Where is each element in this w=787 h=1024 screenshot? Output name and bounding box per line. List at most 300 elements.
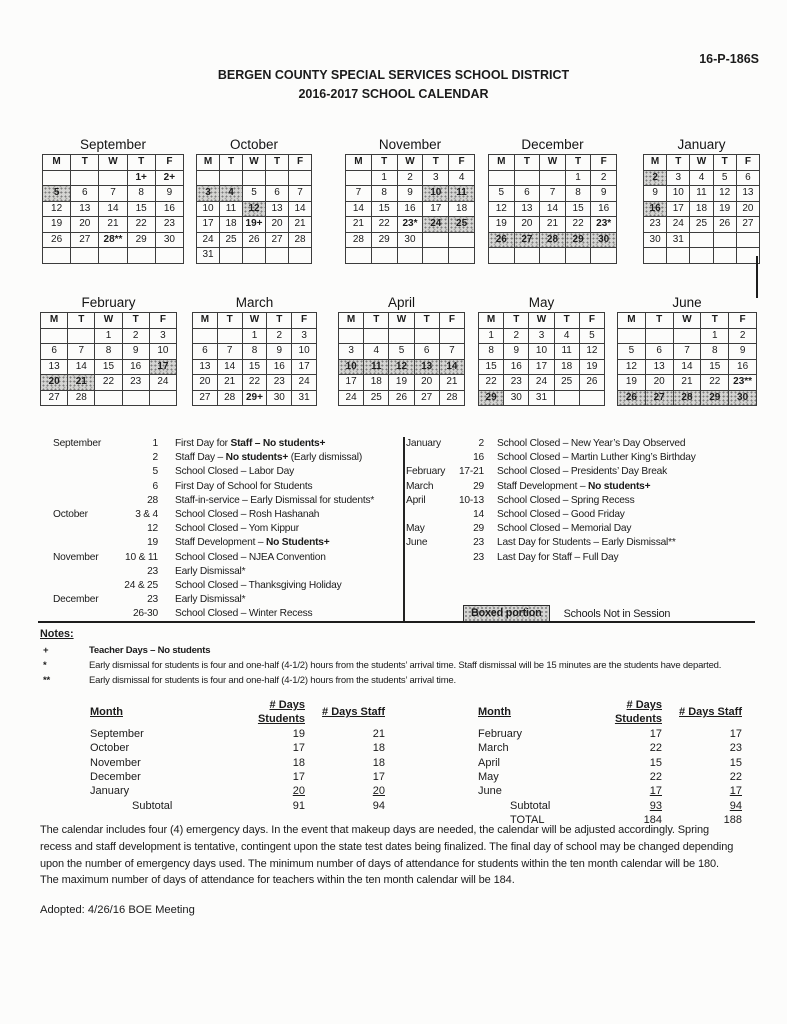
event-month: December xyxy=(53,594,99,606)
days-table-left xyxy=(90,698,385,813)
calendar-day-cell: 17 xyxy=(149,359,176,375)
calendar-day-cell xyxy=(193,328,218,344)
calendar-day-cell: 6 xyxy=(71,186,99,202)
calendar-day-cell xyxy=(364,328,389,344)
day-header: T xyxy=(371,155,397,171)
calendar-day-cell: 4 xyxy=(449,170,475,186)
calendar-june xyxy=(617,295,757,406)
event-text: School Closed – Memorial Day xyxy=(497,523,632,535)
day-header: F xyxy=(292,313,317,329)
calendar-day-cell: 27 xyxy=(71,232,99,248)
calendar-day-cell: 5 xyxy=(243,186,266,202)
calendar-day-cell xyxy=(414,328,439,344)
days-students: 22 xyxy=(649,771,662,784)
day-header: T xyxy=(217,313,242,329)
calendar-day-cell: 9 xyxy=(504,344,529,360)
calendar-day-cell: 25 xyxy=(449,217,475,233)
calendar-day-cell xyxy=(289,170,312,186)
day-header: T xyxy=(565,155,591,171)
calendar-table-september xyxy=(42,154,184,264)
calendar-day-cell: 26 xyxy=(618,390,646,406)
event-date: 16 xyxy=(473,452,484,464)
day-header: T xyxy=(423,155,449,171)
calendar-day-cell: 9 xyxy=(267,344,292,360)
calendar-day-cell: 8 xyxy=(127,186,155,202)
day-header: M xyxy=(346,155,372,171)
days-header-row xyxy=(90,698,385,727)
calendar-day-cell: 13 xyxy=(41,359,68,375)
calendar-day-cell: 26 xyxy=(243,232,266,248)
event-text: Early Dismissal* xyxy=(175,565,246,577)
calendar-day-cell: 6 xyxy=(645,344,673,360)
calendar-day-cell: 7 xyxy=(673,344,701,360)
calendar-table-october xyxy=(196,154,312,264)
calendar-day-cell xyxy=(155,248,183,264)
calendar-day-cell: 21 xyxy=(99,217,127,233)
note-symbol: ** xyxy=(43,675,50,687)
calendar-month-title-may: May xyxy=(528,295,555,310)
calendar-day-cell: 30 xyxy=(591,232,617,248)
days-month: Subtotal xyxy=(510,799,551,812)
event-row xyxy=(53,451,401,465)
calendar-week-row xyxy=(644,217,760,233)
calendar-day-cell: 27 xyxy=(193,390,218,406)
calendar-week-row xyxy=(41,328,177,344)
day-header: T xyxy=(127,155,155,171)
calendar-week-row xyxy=(41,375,177,391)
calendar-day-cell: 28 xyxy=(217,390,242,406)
calendar-day-cell: 9 xyxy=(397,186,423,202)
calendar-week-row xyxy=(339,375,465,391)
calendar-day-cell: 26 xyxy=(713,217,736,233)
day-header: T xyxy=(667,155,690,171)
calendar-day-cell: 28** xyxy=(99,232,127,248)
days-row xyxy=(90,741,385,755)
calendar-day-cell: 14 xyxy=(673,359,701,375)
calendar-month-title-january: January xyxy=(677,137,726,152)
calendar-day-cell: 20 xyxy=(266,217,289,233)
calendar-day-cell: 16 xyxy=(122,359,149,375)
calendar-day-cell: 9 xyxy=(155,186,183,202)
event-text: School Closed – Martin Luther King’s Birthday xyxy=(497,452,696,464)
event-month: April xyxy=(406,494,426,506)
calendar-day-cell: 29 xyxy=(479,390,504,406)
calendar-header-row xyxy=(339,313,465,329)
section-divider-line xyxy=(38,621,755,623)
days-students: 19 xyxy=(292,727,305,740)
event-text: School Closed – Spring Recess xyxy=(497,494,635,506)
calendar-day-cell: 24 xyxy=(529,375,554,391)
calendar-day-cell: 17 xyxy=(423,201,449,217)
calendar-day-cell: 13 xyxy=(266,201,289,217)
calendar-table-april xyxy=(338,312,465,406)
event-month: November xyxy=(53,551,99,563)
event-month xyxy=(53,565,115,579)
calendar-table-november xyxy=(345,154,475,264)
calendar-day-cell xyxy=(371,248,397,264)
calendar-day-cell: 25 xyxy=(364,390,389,406)
days-month: September xyxy=(90,727,144,740)
calendar-day-cell: 27 xyxy=(736,217,759,233)
calendar-week-row xyxy=(644,248,760,264)
calendar-day-cell: 22 xyxy=(371,217,397,233)
calendar-day-cell: 6 xyxy=(514,186,540,202)
calendar-day-cell: 2 xyxy=(729,328,757,344)
days-students: 17 xyxy=(292,742,305,755)
calendar-day-cell: 2 xyxy=(267,328,292,344)
days-month: June xyxy=(478,785,502,798)
calendar-table-march xyxy=(192,312,317,406)
calendar-week-row xyxy=(644,232,760,248)
calendar-day-cell: 1 xyxy=(242,328,267,344)
calendar-day-cell xyxy=(644,248,667,264)
day-header: T xyxy=(504,313,529,329)
event-date: 10-13 xyxy=(458,494,484,506)
calendar-day-cell: 14 xyxy=(540,201,566,217)
event-text: Staff Development – No students+ xyxy=(497,480,651,492)
calendar-week-row xyxy=(644,186,760,202)
event-month xyxy=(53,536,115,550)
event-row xyxy=(53,465,401,479)
calendar-day-cell xyxy=(43,170,71,186)
event-date: 2 xyxy=(152,452,158,464)
calendar-day-cell xyxy=(514,170,540,186)
event-month: May xyxy=(406,523,425,535)
event-row xyxy=(53,522,401,536)
calendar-day-cell xyxy=(95,390,122,406)
calendar-day-cell: 25 xyxy=(690,217,713,233)
day-header: W xyxy=(673,313,701,329)
calendar-day-cell xyxy=(217,328,242,344)
calendar-day-cell xyxy=(266,170,289,186)
event-month xyxy=(53,522,115,536)
calendar-day-cell: 27 xyxy=(514,232,540,248)
calendar-day-cell xyxy=(423,232,449,248)
calendar-day-cell: 27 xyxy=(645,390,673,406)
calendar-header-row xyxy=(43,155,184,171)
paragraph-line: upon the number of emergency days used. The minimum number of days of attendance for students within the ten month calendar will be 180. xyxy=(40,857,719,870)
note-item xyxy=(40,658,785,673)
day-header: T xyxy=(713,155,736,171)
day-header: F xyxy=(155,155,183,171)
calendar-week-row xyxy=(489,217,617,233)
calendar-day-cell: 1 xyxy=(701,328,729,344)
calendar-day-cell: 27 xyxy=(41,390,68,406)
calendar-day-cell: 14 xyxy=(346,201,372,217)
events-column-divider-line xyxy=(403,437,405,622)
days-students: 17 xyxy=(649,727,662,740)
event-row xyxy=(53,565,401,579)
calendar-month-title-october: October xyxy=(229,137,279,152)
event-text-bold: Staff – No students+ xyxy=(230,438,326,449)
days-month: November xyxy=(90,756,141,769)
days-table-right-container xyxy=(478,698,742,828)
event-text: Last Day for Staff – Full Day xyxy=(497,551,619,563)
calendar-day-cell: 4 xyxy=(554,328,579,344)
calendar-day-cell xyxy=(736,232,759,248)
calendar-day-cell: 21 xyxy=(346,217,372,233)
days-students: 20 xyxy=(292,785,305,798)
event-text: Staff Development – No Students+ xyxy=(175,537,330,549)
calendar-day-cell: 1 xyxy=(479,328,504,344)
days-students: 91 xyxy=(292,799,305,812)
calendar-day-cell: 9 xyxy=(122,344,149,360)
calendar-day-cell: 23 xyxy=(267,375,292,391)
day-header: W xyxy=(397,155,423,171)
events-column-right xyxy=(406,437,784,565)
calendar-header-row xyxy=(479,313,605,329)
days-students: 18 xyxy=(292,756,305,769)
calendar-day-cell: 20 xyxy=(41,375,68,391)
calendar-january xyxy=(643,137,760,264)
calendar-day-cell xyxy=(122,390,149,406)
event-row xyxy=(53,536,401,550)
calendar-day-cell: 29 xyxy=(127,232,155,248)
day-header: M xyxy=(193,313,218,329)
calendar-day-cell: 8 xyxy=(565,186,591,202)
calendar-day-cell: 24 xyxy=(197,232,220,248)
calendar-day-cell: 16 xyxy=(729,359,757,375)
calendar-day-cell xyxy=(489,248,515,264)
calendar-day-cell: 10 xyxy=(339,359,364,375)
event-month: February xyxy=(406,466,446,478)
calendar-month-title-december: December xyxy=(521,137,584,152)
event-row xyxy=(406,508,784,522)
calendar-day-cell xyxy=(99,170,127,186)
event-row xyxy=(53,551,401,565)
days-month: March xyxy=(478,742,509,755)
calendar-day-cell: 10 xyxy=(292,344,317,360)
scan-artifact-line xyxy=(756,256,758,298)
calendar-day-cell: 6 xyxy=(266,186,289,202)
calendar-day-cell: 23* xyxy=(591,217,617,233)
calendar-day-cell: 9 xyxy=(644,186,667,202)
calendar-day-cell: 18 xyxy=(220,217,243,233)
calendar-day-cell: 8 xyxy=(95,344,122,360)
calendar-day-cell: 30 xyxy=(644,232,667,248)
event-date: 17-21 xyxy=(458,466,484,478)
day-header: W xyxy=(540,155,566,171)
calendar-day-cell: 29 xyxy=(701,390,729,406)
calendar-day-cell: 16 xyxy=(591,201,617,217)
calendar-day-cell: 22 xyxy=(127,217,155,233)
event-text: School Closed – New Year’s Day Observed xyxy=(497,438,686,449)
day-header: T xyxy=(68,313,95,329)
calendar-day-cell: 31 xyxy=(197,248,220,264)
calendar-day-cell xyxy=(690,248,713,264)
calendar-day-cell: 20 xyxy=(71,217,99,233)
day-header: T xyxy=(701,313,729,329)
calendar-day-cell: 7 xyxy=(99,186,127,202)
calendar-day-cell: 6 xyxy=(736,170,759,186)
days-header-row xyxy=(478,698,742,727)
calendar-week-row xyxy=(489,201,617,217)
calendar-day-cell: 16 xyxy=(504,359,529,375)
calendar-day-cell xyxy=(673,328,701,344)
calendar-week-row xyxy=(479,344,605,360)
notes-section xyxy=(40,628,785,689)
calendar-day-cell xyxy=(41,328,68,344)
day-header: M xyxy=(43,155,71,171)
calendar-week-row xyxy=(339,390,465,406)
calendar-day-cell: 24 xyxy=(667,217,690,233)
calendar-week-row xyxy=(489,248,617,264)
event-date: 23 xyxy=(147,594,158,606)
days-students: 93 xyxy=(649,799,662,812)
calendar-week-row xyxy=(489,170,617,186)
note-text: Early dismissal for students is four and one-half (4-1/2) hours from the students’ arrival time. xyxy=(89,675,456,687)
title-line-district: BERGEN COUNTY SPECIAL SERVICES SCHOOL DISTRICT xyxy=(217,68,570,82)
calendar-day-cell: 19 xyxy=(43,217,71,233)
day-header: T xyxy=(414,313,439,329)
calendar-day-cell: 1+ xyxy=(127,170,155,186)
calendar-day-cell: 14 xyxy=(289,201,312,217)
calendar-week-row xyxy=(618,359,757,375)
days-staff: 20 xyxy=(372,785,385,798)
day-header: F xyxy=(449,155,475,171)
day-header: M xyxy=(41,313,68,329)
calendar-day-cell: 20 xyxy=(736,201,759,217)
day-header: T xyxy=(554,313,579,329)
calendar-day-cell: 12 xyxy=(243,201,266,217)
calendar-week-row xyxy=(346,186,475,202)
calendar-day-cell: 19 xyxy=(389,375,414,391)
page-title xyxy=(0,66,787,104)
legend xyxy=(463,605,670,622)
calendar-day-cell: 1 xyxy=(565,170,591,186)
event-month xyxy=(406,451,456,465)
calendar-day-cell: 20 xyxy=(414,375,439,391)
calendar-week-row xyxy=(339,359,465,375)
event-text: School Closed – Winter Recess xyxy=(175,608,313,620)
event-text: School Closed – Thanksgiving Holiday xyxy=(175,580,342,592)
calendar-day-cell: 3 xyxy=(149,328,176,344)
calendar-day-cell: 24 xyxy=(339,390,364,406)
event-month xyxy=(53,451,115,465)
days-staff: 17 xyxy=(729,727,742,740)
event-month xyxy=(53,494,115,508)
calendar-day-cell: 7 xyxy=(289,186,312,202)
adopted-line: Adopted: 4/26/16 BOE Meeting xyxy=(40,904,195,916)
days-students: 17 xyxy=(649,785,662,798)
calendar-day-cell: 7 xyxy=(68,344,95,360)
calendar-day-cell: 28 xyxy=(346,232,372,248)
events-column-left xyxy=(53,437,401,622)
calendar-week-row xyxy=(193,390,317,406)
calendar-day-cell: 11 xyxy=(554,344,579,360)
event-date: 28 xyxy=(147,494,158,506)
calendar-day-cell: 8 xyxy=(701,344,729,360)
calendar-day-cell: 4 xyxy=(690,170,713,186)
calendar-day-cell: 24 xyxy=(149,375,176,391)
event-text: Staff Day – No students+ (Early dismissal) xyxy=(175,452,363,464)
calendar-week-row xyxy=(193,359,317,375)
calendar-day-cell xyxy=(68,328,95,344)
days-row xyxy=(478,756,742,770)
calendar-day-cell: 10 xyxy=(529,344,554,360)
calendar-week-row xyxy=(43,248,184,264)
calendar-day-cell: 15 xyxy=(127,201,155,217)
calendar-day-cell: 22 xyxy=(242,375,267,391)
days-month: April xyxy=(478,756,501,769)
event-row xyxy=(406,451,784,465)
calendar-day-cell: 28 xyxy=(439,390,464,406)
calendar-day-cell: 3 xyxy=(197,186,220,202)
calendar-day-cell: 2 xyxy=(122,328,149,344)
calendar-month-title-september: September xyxy=(79,137,147,152)
day-header: F xyxy=(579,313,604,329)
day-header: W xyxy=(243,155,266,171)
calendar-week-row xyxy=(43,186,184,202)
event-text: School Closed – Good Friday xyxy=(497,509,625,521)
calendar-day-cell: 18 xyxy=(364,375,389,391)
calendar-month-title-april: April xyxy=(387,295,415,310)
calendar-week-row xyxy=(489,186,617,202)
calendar-day-cell: 22 xyxy=(701,375,729,391)
day-header: M xyxy=(197,155,220,171)
calendar-day-cell xyxy=(449,248,475,264)
calendar-week-row xyxy=(197,232,312,248)
event-row xyxy=(53,494,401,508)
calendar-day-cell: 12 xyxy=(43,201,71,217)
calendar-week-row xyxy=(43,232,184,248)
calendar-header-row xyxy=(644,155,760,171)
note-text: Teacher Days – No students xyxy=(89,645,211,656)
calendar-march xyxy=(192,295,317,406)
event-date: 29 xyxy=(473,523,484,535)
day-header: F xyxy=(736,155,759,171)
calendar-day-cell: 29+ xyxy=(242,390,267,406)
event-month: June xyxy=(406,537,428,549)
event-row xyxy=(406,536,784,550)
calendar-day-cell: 8 xyxy=(479,344,504,360)
calendar-day-cell: 29 xyxy=(371,232,397,248)
calendar-day-cell: 24 xyxy=(423,217,449,233)
calendar-week-row xyxy=(618,390,757,406)
days-students: 184 xyxy=(643,814,662,827)
calendar-day-cell: 18 xyxy=(690,201,713,217)
calendar-day-cell: 7 xyxy=(346,186,372,202)
days-row xyxy=(478,727,742,741)
calendar-day-cell: 15 xyxy=(371,201,397,217)
calendar-week-row xyxy=(43,201,184,217)
calendar-day-cell: 25 xyxy=(220,232,243,248)
event-date: 6 xyxy=(152,480,158,492)
calendar-day-cell xyxy=(591,248,617,264)
calendar-day-cell: 16 xyxy=(155,201,183,217)
calendar-header-row xyxy=(193,313,317,329)
calendar-day-cell: 20 xyxy=(645,375,673,391)
calendar-week-row xyxy=(618,328,757,344)
event-row xyxy=(53,508,401,522)
event-text: Early Dismissal* xyxy=(175,594,246,606)
day-header: F xyxy=(591,155,617,171)
calendar-day-cell: 17 xyxy=(197,217,220,233)
calendar-day-cell: 29 xyxy=(565,232,591,248)
calendar-day-cell: 12 xyxy=(713,186,736,202)
days-header: # Days Staff xyxy=(322,706,385,719)
calendar-day-cell: 26 xyxy=(43,232,71,248)
calendar-day-cell: 8 xyxy=(371,186,397,202)
calendar-day-cell xyxy=(690,232,713,248)
calendar-day-cell: 14 xyxy=(68,359,95,375)
event-text: First Day for Staff – No students+ xyxy=(175,438,326,449)
calendar-week-row xyxy=(479,328,605,344)
calendar-day-cell xyxy=(540,170,566,186)
days-month: October xyxy=(90,742,130,755)
event-date: 14 xyxy=(473,509,484,521)
calendar-october xyxy=(196,137,312,264)
